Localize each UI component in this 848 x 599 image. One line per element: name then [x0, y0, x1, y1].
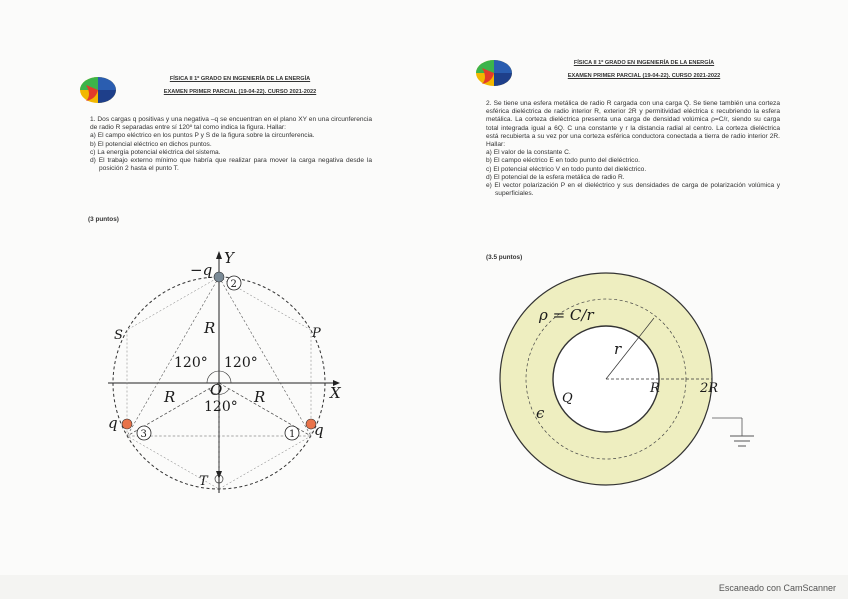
- point-p-label: P: [312, 326, 321, 341]
- origin-label: O: [210, 381, 223, 399]
- x-axis-label: X: [330, 384, 341, 402]
- angle-label: 120°: [224, 355, 258, 371]
- list-item: a) El campo eléctrico en los puntos P y S de la figura sobre la circunferencia.: [90, 132, 315, 140]
- question-1: [90, 116, 372, 173]
- question-2: [486, 100, 780, 198]
- question-items: [90, 132, 372, 173]
- marker-3-label: 3: [140, 429, 147, 440]
- left-charge-label: q: [108, 414, 118, 432]
- marker-1-label: 1: [289, 429, 296, 440]
- question-items: [486, 149, 780, 198]
- question-text: Se tiene una esfera metálica de radio R cargada con una carga Q. Se tiene también una corteza esférica dieléctrica de radio interior R, exterior 2R y permitividad eléctrica ε recubriendo la esfera metálica. La corteza dieléctrica presenta una carga de densidad volúmica ρ=C/r, siendo su carga total integrada igual a 6Q. C una constante y r la distancia radial al centro. La corteza dieléctrica está recubierta a su vez por una corteza esférica conductora conectada a tierra de radio interior 2R. Hallar:: [486, 100, 780, 149]
- list-item: c) El potencial eléctrico V en todo punto del dieléctrico.: [486, 165, 647, 173]
- university-logo-icon: [78, 75, 118, 105]
- question-points: (3 puntos): [88, 216, 119, 223]
- point-s-label: S: [114, 328, 123, 343]
- list-item: b) El campo eléctrico E en todo punto del dieléctrico.: [486, 157, 640, 165]
- epsilon-label: ϵ: [536, 404, 545, 422]
- right-charge-label: q: [314, 421, 324, 439]
- angle-label: 120°: [174, 355, 208, 371]
- charge-q-label: Q: [562, 391, 573, 406]
- charge-density-label: ρ = C/r: [539, 306, 594, 324]
- list-item: b) El potencial eléctrico en dichos puntos.: [90, 140, 212, 148]
- list-item: d) El trabajo externo mínimo que habría que realizar para mover la carga negativa desde la posición 2 hasta el punto T.: [90, 157, 372, 173]
- question-text: Dos cargas q positivas y una negativa –q se encuentran en el plano XY en una circunferencia de radio R separadas entre sí 120º tal como indica la figura. Hallar:: [90, 116, 372, 132]
- inner-radius-label: R: [650, 381, 660, 396]
- exam-page-left: [0, 0, 424, 575]
- list-item: d) El potencial de la esfera metálica de radio R.: [486, 173, 625, 181]
- radius-label: R: [254, 388, 266, 406]
- point-t-label: T: [199, 474, 208, 489]
- list-item: c) La energía potencial eléctrica del sistema.: [90, 148, 221, 156]
- angle-label: 120°: [204, 399, 238, 415]
- radius-label: R: [204, 319, 216, 337]
- header-title: FÍSICA II 1º GRADO EN INGENIERÍA DE LA ENERGÍA: [169, 76, 311, 82]
- y-axis-label: Y: [224, 249, 234, 267]
- y-axis-arrow: [216, 251, 222, 259]
- charges-circle-figure: [0, 235, 424, 500]
- outer-radius-label: 2R: [700, 381, 719, 396]
- list-item: a) El valor de la constante C.: [486, 149, 571, 157]
- question-number: 2.: [486, 100, 492, 107]
- negative-charge: [214, 272, 224, 282]
- list-item: e) El vector polarización P en el dieléctrico y sus densidades de carga de polarización volúmica y superficiales.: [486, 182, 780, 198]
- dielectric-shell-figure: [424, 268, 848, 498]
- radius-label: R: [164, 388, 176, 406]
- university-logo-icon: [474, 58, 514, 88]
- question-points: (3.5 puntos): [486, 254, 523, 261]
- marker-2-label: 2: [230, 279, 237, 290]
- exam-page-right: [424, 0, 848, 575]
- header-subtitle: EXAMEN PRIMER PARCIAL (19-04-22). CURSO 2021-2022: [163, 89, 317, 95]
- r-label: r: [614, 340, 622, 358]
- header-title: FÍSICA II 1º GRADO EN INGENIERÍA DE LA ENERGÍA: [573, 60, 715, 66]
- header-subtitle: EXAMEN PRIMER PARCIAL (19-04-22). CURSO 2021-2022: [567, 73, 721, 79]
- top-charge-label: −q: [190, 261, 213, 279]
- question-number: 1.: [90, 116, 96, 123]
- positive-charge: [122, 419, 132, 429]
- scanner-watermark: Escaneado con CamScanner: [718, 583, 836, 593]
